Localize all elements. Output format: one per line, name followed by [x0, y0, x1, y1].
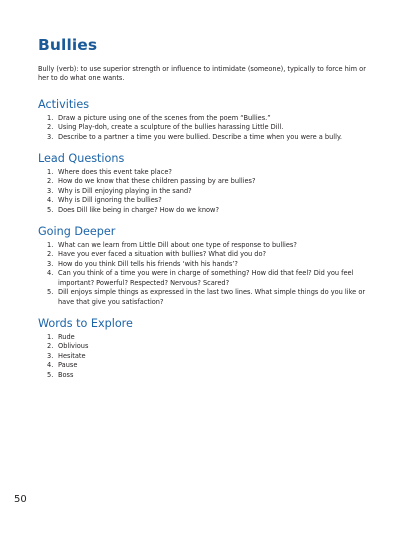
list-item — [38, 333, 378, 342]
activities-list — [38, 114, 378, 142]
item-number: 1. — [47, 113, 54, 122]
list-item — [38, 206, 378, 215]
item-text: How do you think Dill tells his friends ‘with his hands’? — [58, 259, 238, 268]
item-number: 4. — [47, 196, 54, 205]
item-number: 1. — [47, 332, 54, 341]
item-text: Does Dill like being in charge? How do we know? — [58, 205, 219, 214]
item-text: Boss — [58, 370, 74, 379]
item-number: 4. — [47, 269, 54, 278]
item-number: 4. — [47, 361, 54, 370]
definition-text: Bully (verb): to use superior strength or influence to intimidate (someone), typically to force him or her to do what one wants. — [38, 65, 366, 83]
section-words-to-explore — [38, 317, 378, 380]
list-item — [38, 288, 378, 307]
item-number: 3. — [47, 259, 54, 268]
lead-questions-list — [38, 168, 378, 215]
section-heading: Lead Questions — [38, 152, 125, 166]
item-number: 5. — [47, 205, 54, 214]
item-number: 1. — [47, 241, 54, 250]
list-item — [38, 196, 378, 205]
list-item — [38, 133, 378, 142]
item-text: Dill enjoys simple things as expressed in the last two lines. What simple things do you like or have that give you satisfaction? — [58, 288, 366, 306]
item-number: 2. — [47, 123, 54, 132]
item-text: Pause — [58, 361, 78, 370]
item-text: Describe to a partner a time you were bullied. Describe a time when you were a bully. — [58, 132, 343, 141]
list-item — [38, 187, 378, 196]
section-lead-questions — [38, 152, 378, 215]
item-number: 2. — [47, 342, 54, 351]
section-heading: Activities — [38, 97, 90, 111]
item-text: Draw a picture using one of the scenes from the poem “Bullies.” — [58, 113, 271, 122]
section-going-deeper — [38, 225, 378, 307]
section-heading: Words to Explore — [38, 316, 133, 330]
section-heading: Going Deeper — [38, 225, 116, 239]
item-text: Why is Dill ignoring the bullies? — [58, 196, 162, 205]
page-number: 50 — [14, 494, 27, 505]
list-item — [38, 260, 378, 269]
item-number: 3. — [47, 132, 54, 141]
item-number: 5. — [47, 370, 54, 379]
item-text: Why is Dill enjoying playing in the sand? — [58, 186, 192, 195]
going-deeper-list — [38, 241, 378, 307]
list-item — [38, 352, 378, 361]
list-item — [38, 177, 378, 186]
list-item — [38, 371, 378, 380]
section-activities — [38, 98, 378, 142]
words-list — [38, 333, 378, 380]
list-item — [38, 342, 378, 351]
item-text: Where does this event take place? — [58, 168, 172, 177]
item-text: What can we learn from Little Dill about one type of response to bullies? — [58, 241, 297, 250]
item-text: Rude — [58, 332, 75, 341]
item-text: Using Play-doh, create a sculpture of the bullies harassing Little Dill. — [58, 123, 284, 132]
list-item — [38, 123, 378, 132]
page-title: Bullies — [38, 36, 98, 54]
item-text: Hesitate — [58, 351, 86, 360]
page-content — [38, 36, 378, 390]
list-item — [38, 168, 378, 177]
list-item — [38, 269, 378, 288]
item-number: 3. — [47, 351, 54, 360]
item-text: Have you ever faced a situation with bullies? What did you do? — [58, 250, 267, 259]
list-item — [38, 361, 378, 370]
item-number: 3. — [47, 186, 54, 195]
item-text: Can you think of a time you were in charge of something? How did that feel? Did you feel important? Powerful? Respected? Nervous? Scared? — [58, 269, 354, 287]
item-number: 2. — [47, 250, 54, 259]
item-number: 1. — [47, 168, 54, 177]
item-text: Oblivious — [58, 342, 89, 351]
item-number: 2. — [47, 177, 54, 186]
item-text: How do we know that these children passing by are bullies? — [58, 177, 256, 186]
item-number: 5. — [47, 288, 54, 297]
list-item — [38, 250, 378, 259]
list-item — [38, 114, 378, 123]
list-item — [38, 241, 378, 250]
